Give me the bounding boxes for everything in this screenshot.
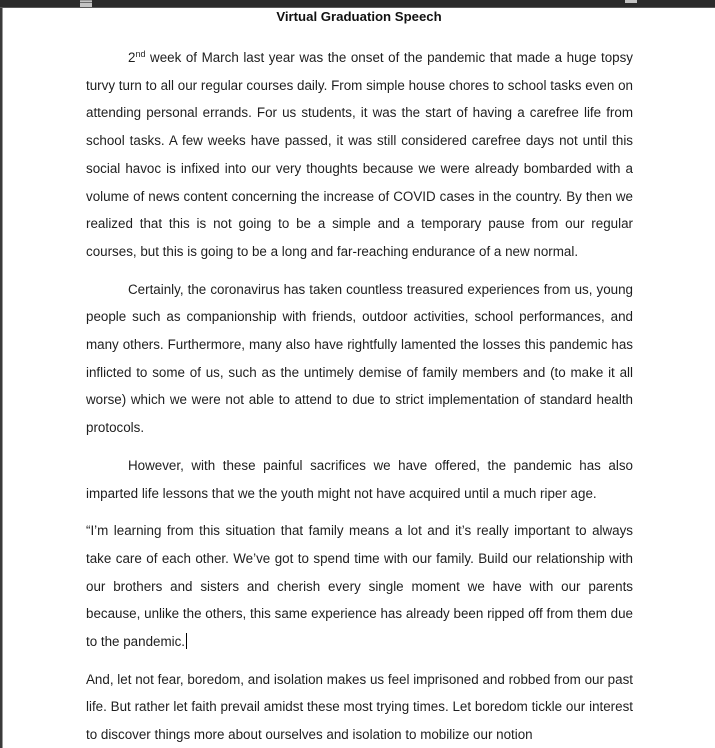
document-title: Virtual Graduation Speech [276,9,442,24]
document-page[interactable] [3,8,715,748]
left-indent-marker[interactable] [80,0,92,7]
right-indent-marker[interactable] [625,0,637,3]
horizontal-ruler [0,0,715,8]
paragraph-2: Certainly, the coronavirus has taken countless treasured experiences from us, young people such as companionship with friends, outdoor activities, school performances, and many others. Furthermore, many also have rightfully lamented the losses this pandemic has inflicted to some of us, such as the untimely demise of family members and (to make it all worse) which we were not able to attend to due to strict implementation of standard health protocols. [86,281,633,436]
ordinal-suffix: nd [135,49,146,59]
paragraph-4 [86,517,633,656]
ordinal-number: 2 [128,50,136,65]
paragraph-4-text: “I’m learning from this situation that family means a lot and it’s really important to always take care of each other. We’ve got to spend time with our family. Build our relationship with our brothers and sisters and cherish every single moment we have with our parents because, unlike the others, this same experience has already been ripped off from them due to the pandemic. [86,523,633,650]
paragraph-1 [86,44,633,266]
text-cursor [186,633,187,649]
paragraph-1-text: week of March last year was the onset of the pandemic that made a huge topsy turvy turn to all our regular courses daily. From simple house chores to school tasks even on attending personal errands. For us students, it was the start of having a carefree life from school tasks. A few weeks have passed, it was still considered carefree days not until this social havoc is infixed into our very thoughts because we were already bombarded with a volume of news content concerning the increase of COVID cases in the country. By then we realized that this is not going to be a simple and a temporary pause from our regular courses, but this is going to be a long and far-reaching endurance of a new normal. [86,50,633,259]
paragraph-3: However, with these painful sacrifices we have offered, the pandemic has also imparted life lessons that we the youth might not have acquired until a much riper age. [86,457,633,501]
document-body[interactable] [86,44,633,748]
paragraph-5: And, let not fear, boredom, and isolation makes us feel imprisoned and robbed from our past life. But rather let faith prevail amidst these most trying times. Let boredom tickle our interest to discover things more about ourselves and isolation to mobilize our notion [86,671,633,743]
